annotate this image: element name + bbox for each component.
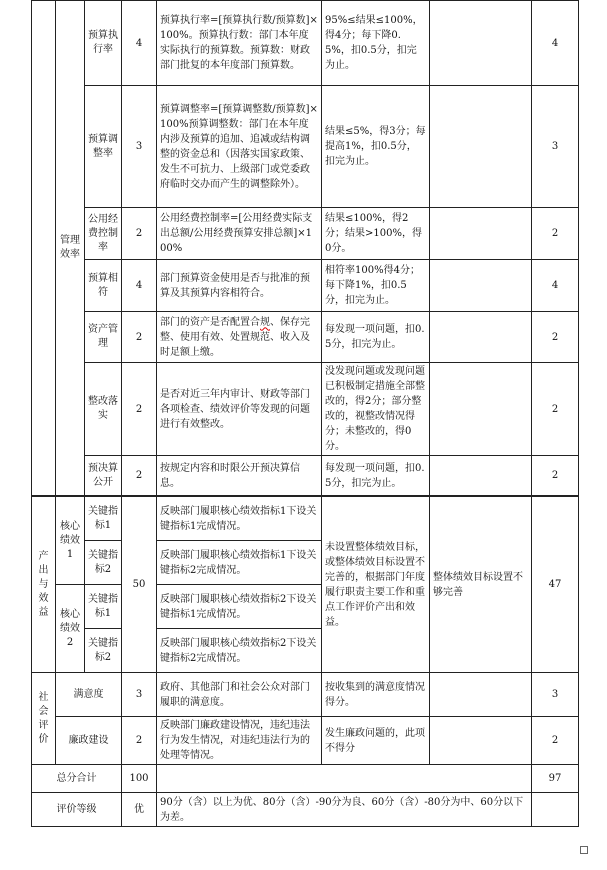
table-row <box>32 456 579 496</box>
core-goal-2: 核心绩效2 <box>56 585 85 673</box>
spellcheck-flagged-text: 规 <box>260 316 270 328</box>
score-cell: 3 <box>532 86 579 208</box>
scoring-criteria: 没发现问题或发现问题已积极制定措施全部整改的，得2分；部分整改的，视整改情况得分；未整改的，得0分。 <box>322 363 430 456</box>
remark-cell <box>430 260 532 312</box>
indicator-description: 政府、其他部门和社会公众对部门履职的满意度。 <box>157 673 322 717</box>
score-cell: 2 <box>532 363 579 456</box>
performance-evaluation-table <box>31 0 579 496</box>
total-score: 97 <box>532 765 579 793</box>
output-benefit-table <box>31 496 579 827</box>
table-row <box>32 86 579 208</box>
indicator-description: 反映部门履职核心绩效指标2下设关键指标1完成情况。 <box>157 585 322 629</box>
indicator-description: 反映部门履职核心绩效指标2下设关键指标2完成情况。 <box>157 629 322 673</box>
grade-description: 90分（含）以上为优、80分（含）-90分为良、60分（含）-80分为中、60分以下为差。 <box>157 793 532 827</box>
indicator-name: 满意度 <box>56 673 122 717</box>
table-row-grade <box>32 793 579 827</box>
score-cell: 47 <box>532 497 579 673</box>
scoring-criteria: 按收集到的满意度情况得分。 <box>322 673 430 717</box>
total-weight: 100 <box>122 765 157 793</box>
scoring-criteria: 结果≤5%，得3分；每提高1%，扣0.5分，扣完为止。 <box>322 86 430 208</box>
weight-cell: 3 <box>122 673 157 717</box>
score-cell: 2 <box>532 312 579 363</box>
indicator-description: 反映部门履职核心绩效指标1下设关键指标1完成情况。 <box>157 497 322 541</box>
grade-label: 评价等级 <box>32 793 122 827</box>
indicator-description: 反映部门廉政建设情况，违纪违法行为发生情况，对违纪违法行为的处理等情况。 <box>157 717 322 765</box>
weight-cell: 2 <box>122 208 157 260</box>
scoring-criteria: 发生廉政问题的，此项不得分 <box>322 717 430 765</box>
score-cell: 3 <box>532 673 579 717</box>
section-output-benefit: 产出与效益 <box>32 497 56 673</box>
scoring-criteria: 每发现一项问题，扣0.5分，扣完为止。 <box>322 312 430 363</box>
weight-cell: 4 <box>122 260 157 312</box>
weight-cell: 2 <box>122 363 157 456</box>
grade-value: 优 <box>122 793 157 827</box>
table-row <box>32 208 579 260</box>
remark-cell <box>430 312 532 363</box>
remark-cell <box>430 363 532 456</box>
core-goal-1: 核心绩效1 <box>56 497 85 585</box>
remark-cell <box>430 717 532 765</box>
remark-cell <box>430 456 532 496</box>
score-cell: 2 <box>532 208 579 260</box>
weight-cell: 2 <box>122 717 157 765</box>
remark-cell <box>430 86 532 208</box>
total-blank <box>157 765 532 793</box>
remark-cell: 整体绩效目标设置不够完善 <box>430 497 532 673</box>
indicator-name: 预算相符 <box>85 260 122 312</box>
indicator-name: 廉政建设 <box>56 717 122 765</box>
section-social-eval: 社会评价 <box>32 673 56 765</box>
table-row <box>32 717 579 765</box>
scoring-criteria: 未设置整体绩效目标，或整体绩效目标设置不完善的，根据部门年度履行职责主要工作和重点工作评价产出和效益。 <box>322 497 430 673</box>
description-part: 部门的资产是否配置合 <box>160 316 260 328</box>
scoring-criteria: 结果≤100%，得2分；结果>100%，得0分。 <box>322 208 430 260</box>
table-row <box>32 312 579 363</box>
indicator-description: 按规定内容和时限公开预决算信息。 <box>157 456 322 496</box>
evaluation-table-wrapper <box>31 0 579 827</box>
score-cell: 4 <box>532 260 579 312</box>
indicator-description <box>157 312 322 363</box>
table-row <box>32 363 579 456</box>
key-indicator: 关键指标1 <box>85 497 122 541</box>
indicator-name: 预决算公开 <box>85 456 122 496</box>
indicator-description: 预算调整率=[预算调整数/预算数]×100%预算调整数：部门在本年度内涉及预算的追加、追减或结构调整的资金总和（因落实国家政策、发生不可抗力、上级部门或党委政府临时交办而产生的调整除外）。 <box>157 86 322 208</box>
section-mgmt-efficiency: 管理效率 <box>56 1 85 496</box>
remark-cell <box>430 673 532 717</box>
remark-cell <box>430 1 532 86</box>
grade-blank <box>532 793 579 827</box>
table-row <box>32 673 579 717</box>
table-row <box>32 497 579 541</box>
key-indicator: 关键指标1 <box>85 585 122 629</box>
indicator-name: 整改落实 <box>85 363 122 456</box>
scoring-criteria: 95%≤结果≤100%，得4分；每下降0.5%，扣0.5分，扣完为止。 <box>322 1 430 86</box>
key-indicator: 关键指标2 <box>85 541 122 585</box>
indicator-name: 公用经费控制率 <box>85 208 122 260</box>
table-row <box>32 1 579 86</box>
total-label: 总分合计 <box>32 765 122 793</box>
weight-cell: 3 <box>122 86 157 208</box>
weight-cell: 4 <box>122 1 157 86</box>
weight-cell: 2 <box>122 312 157 363</box>
indicator-name: 资产管理 <box>85 312 122 363</box>
weight-cell: 2 <box>122 456 157 496</box>
score-cell: 2 <box>532 717 579 765</box>
indicator-description: 预算执行率=[预算执行数/预算数]×100%。预算执行数：部门本年度实际执行的预算数。预算数：财政部门批复的本年度部门预算数。 <box>157 1 322 86</box>
scoring-criteria: 相符率100%得4分；每下降1%，扣0.5分，扣完为止。 <box>322 260 430 312</box>
indicator-description: 部门预算资金使用是否与批准的预算及其预算内容相符合。 <box>157 260 322 312</box>
level1-blank <box>32 1 56 496</box>
scoring-criteria: 每发现一项问题，扣0.5分，扣完为止。 <box>322 456 430 496</box>
weight-cell: 50 <box>122 497 157 673</box>
table-row <box>32 260 579 312</box>
indicator-description: 公用经费控制率=[公用经费实际支出总额/公用经费预算安排总额]×100% <box>157 208 322 260</box>
remark-cell <box>430 208 532 260</box>
key-indicator: 关键指标2 <box>85 629 122 673</box>
description-part: 、保存完整、使用有效、处置规范、收入及时足额上缴。 <box>160 316 310 358</box>
table-row-total <box>32 765 579 793</box>
score-cell: 4 <box>532 1 579 86</box>
score-cell: 2 <box>532 456 579 496</box>
table-end-marker <box>580 846 588 854</box>
indicator-name: 预算执行率 <box>85 1 122 86</box>
indicator-name: 预算调整率 <box>85 86 122 208</box>
indicator-description: 是否对近三年内审计、财政等部门各项检查、绩效评价等发现的问题进行有效整改。 <box>157 363 322 456</box>
indicator-description: 反映部门履职核心绩效指标1下设关键指标2完成情况。 <box>157 541 322 585</box>
